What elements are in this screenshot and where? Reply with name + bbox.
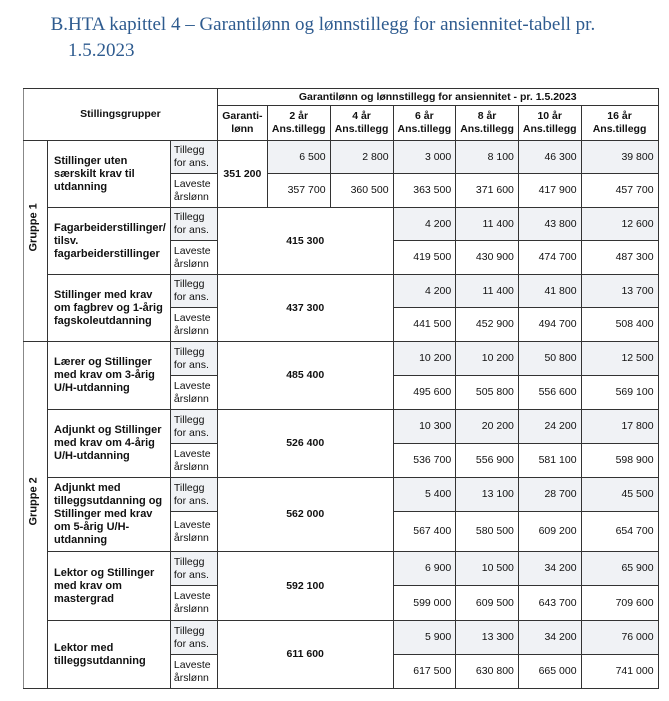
row-label-tillegg: Tillegg for ans. <box>170 621 217 655</box>
laveste-10ar: 665 000 <box>518 655 581 689</box>
laveste-10ar: 417 900 <box>518 174 581 208</box>
table-row <box>24 410 659 444</box>
table-row <box>24 342 659 376</box>
garantilonn-value: 526 400 <box>217 410 393 478</box>
laveste-8ar: 630 800 <box>456 655 519 689</box>
laveste-6ar: 419 500 <box>393 241 456 275</box>
table-row <box>24 141 659 174</box>
laveste-16ar: 569 100 <box>581 376 658 410</box>
laveste-10ar: 609 200 <box>518 512 581 552</box>
tillegg-8ar: 13 100 <box>456 478 519 512</box>
tillegg-6ar: 4 200 <box>393 275 456 308</box>
laveste-6ar: 536 700 <box>393 444 456 478</box>
laveste-16ar: 487 300 <box>581 241 658 275</box>
table-row <box>24 552 659 586</box>
laveste-6ar: 495 600 <box>393 376 456 410</box>
tillegg-10ar: 46 300 <box>518 141 581 174</box>
row-label-tillegg: Tillegg for ans. <box>170 410 217 444</box>
laveste-16ar: 741 000 <box>581 655 658 689</box>
col-header-16ar: 16 år Ans.tillegg <box>581 106 658 141</box>
position-title: Lektor med tilleggsutdanning <box>48 621 171 689</box>
row-label-laveste: Laveste årslønn <box>170 174 217 208</box>
laveste-16ar: 654 700 <box>581 512 658 552</box>
garantilonn-value: 485 400 <box>217 342 393 410</box>
col-header-garantilonn: Garanti- lønn <box>217 106 267 141</box>
row-label-tillegg: Tillegg for ans. <box>170 342 217 376</box>
tillegg-10ar: 41 800 <box>518 275 581 308</box>
table-row <box>24 208 659 241</box>
tillegg-10ar: 24 200 <box>518 410 581 444</box>
tillegg-6ar: 5 900 <box>393 621 456 655</box>
tillegg-8ar: 11 400 <box>456 208 519 241</box>
laveste-6ar: 567 400 <box>393 512 456 552</box>
tillegg-16ar: 17 800 <box>581 410 658 444</box>
laveste-10ar: 494 700 <box>518 308 581 342</box>
tillegg-16ar: 12 600 <box>581 208 658 241</box>
garantilonn-value: 611 600 <box>217 621 393 689</box>
laveste-10ar: 474 700 <box>518 241 581 275</box>
laveste-16ar: 709 600 <box>581 586 658 621</box>
tillegg-6ar: 6 900 <box>393 552 456 586</box>
salary-table <box>23 88 659 689</box>
position-title: Lektor og Stillinger med krav om mastergrad <box>48 552 171 621</box>
laveste-8ar: 609 500 <box>456 586 519 621</box>
tillegg-8ar: 10 200 <box>456 342 519 376</box>
tillegg-6ar: 4 200 <box>393 208 456 241</box>
tillegg-2ar: 6 500 <box>267 141 330 174</box>
tillegg-6ar: 3 000 <box>393 141 456 174</box>
tillegg-8ar: 11 400 <box>456 275 519 308</box>
tillegg-16ar: 39 800 <box>581 141 658 174</box>
tillegg-16ar: 65 900 <box>581 552 658 586</box>
laveste-8ar: 452 900 <box>456 308 519 342</box>
laveste-16ar: 457 700 <box>581 174 658 208</box>
position-title: Stillinger med krav om fagbrev og 1-årig fagskoleutdanning <box>48 275 171 342</box>
tillegg-16ar: 13 700 <box>581 275 658 308</box>
tillegg-8ar: 13 300 <box>456 621 519 655</box>
garantilonn-value: 351 200 <box>217 141 267 208</box>
table-row <box>24 478 659 512</box>
laveste-8ar: 505 800 <box>456 376 519 410</box>
tillegg-4ar: 2 800 <box>330 141 393 174</box>
group-label-gruppe-1: Gruppe 1 <box>24 141 48 342</box>
row-label-laveste: Laveste årslønn <box>170 308 217 342</box>
row-label-laveste: Laveste årslønn <box>170 241 217 275</box>
col-header-6ar: 6 år Ans.tillegg <box>393 106 456 141</box>
col-header-4ar: 4 år Ans.tillegg <box>330 106 393 141</box>
row-label-laveste: Laveste årslønn <box>170 444 217 478</box>
row-label-tillegg: Tillegg for ans. <box>170 275 217 308</box>
garantilonn-value: 415 300 <box>217 208 393 275</box>
laveste-16ar: 508 400 <box>581 308 658 342</box>
position-title: Stillinger uten særskilt krav til utdanning <box>48 141 171 208</box>
row-label-laveste: Laveste årslønn <box>170 655 217 689</box>
main-header: Garantilønn og lønnstillegg for ansiennitet - pr. 1.5.2023 <box>217 89 658 106</box>
garantilonn-value: 562 000 <box>217 478 393 552</box>
tillegg-8ar: 20 200 <box>456 410 519 444</box>
laveste-6ar: 441 500 <box>393 308 456 342</box>
tillegg-16ar: 45 500 <box>581 478 658 512</box>
col-header-10ar: 10 år Ans.tillegg <box>518 106 581 141</box>
laveste-8ar: 580 500 <box>456 512 519 552</box>
row-label-tillegg: Tillegg for ans. <box>170 552 217 586</box>
row-label-laveste: Laveste årslønn <box>170 512 217 552</box>
group-label-gruppe-2: Gruppe 2 <box>24 342 48 689</box>
tillegg-8ar: 10 500 <box>456 552 519 586</box>
tillegg-16ar: 76 000 <box>581 621 658 655</box>
laveste-6ar: 363 500 <box>393 174 456 208</box>
tillegg-6ar: 10 200 <box>393 342 456 376</box>
laveste-10ar: 581 100 <box>518 444 581 478</box>
row-label-tillegg: Tillegg for ans. <box>170 208 217 241</box>
garantilonn-value: 437 300 <box>217 275 393 342</box>
col-header-2ar: 2 år Ans.tillegg <box>267 106 330 141</box>
position-title: Adjunkt med tilleggsutdanning og Stillinger med krav om 5-årig U/H-utdanning <box>48 478 171 552</box>
row-label-laveste: Laveste årslønn <box>170 376 217 410</box>
row-label-tillegg: Tillegg for ans. <box>170 141 217 174</box>
table-row <box>24 621 659 655</box>
tillegg-8ar: 8 100 <box>456 141 519 174</box>
tillegg-10ar: 43 800 <box>518 208 581 241</box>
table-row <box>24 275 659 308</box>
tillegg-10ar: 50 800 <box>518 342 581 376</box>
row-label-laveste: Laveste årslønn <box>170 586 217 621</box>
laveste-8ar: 371 600 <box>456 174 519 208</box>
tillegg-6ar: 5 400 <box>393 478 456 512</box>
section-letter: B. <box>50 14 68 35</box>
col-header-8ar: 8 år Ans.tillegg <box>456 106 519 141</box>
laveste-4ar: 360 500 <box>330 174 393 208</box>
corner-header: Stillingsgrupper <box>24 89 218 141</box>
tillegg-10ar: 28 700 <box>518 478 581 512</box>
laveste-8ar: 430 900 <box>456 241 519 275</box>
laveste-10ar: 643 700 <box>518 586 581 621</box>
tillegg-6ar: 10 300 <box>393 410 456 444</box>
laveste-6ar: 599 000 <box>393 586 456 621</box>
row-label-tillegg: Tillegg for ans. <box>170 478 217 512</box>
position-title: Fagarbeiderstillinger/ tilsv. fagarbeiderstillinger <box>48 208 171 275</box>
laveste-8ar: 556 900 <box>456 444 519 478</box>
laveste-2ar: 357 700 <box>267 174 330 208</box>
tillegg-16ar: 12 500 <box>581 342 658 376</box>
section-heading-line1: HTA kapittel 4 – Garantilønn og lønnstillegg for ansiennitet-tabell pr. <box>68 14 596 35</box>
laveste-16ar: 598 900 <box>581 444 658 478</box>
laveste-10ar: 556 600 <box>518 376 581 410</box>
tillegg-10ar: 34 200 <box>518 621 581 655</box>
position-title: Lærer og Stillinger med krav om 3-årig U/H-utdanning <box>48 342 171 410</box>
section-heading <box>44 12 644 64</box>
section-heading-line2: 1.5.2023 <box>68 40 135 61</box>
position-title: Adjunkt og Stillinger med krav om 4-årig U/H-utdanning <box>48 410 171 478</box>
tillegg-10ar: 34 200 <box>518 552 581 586</box>
garantilonn-value: 592 100 <box>217 552 393 621</box>
laveste-6ar: 617 500 <box>393 655 456 689</box>
